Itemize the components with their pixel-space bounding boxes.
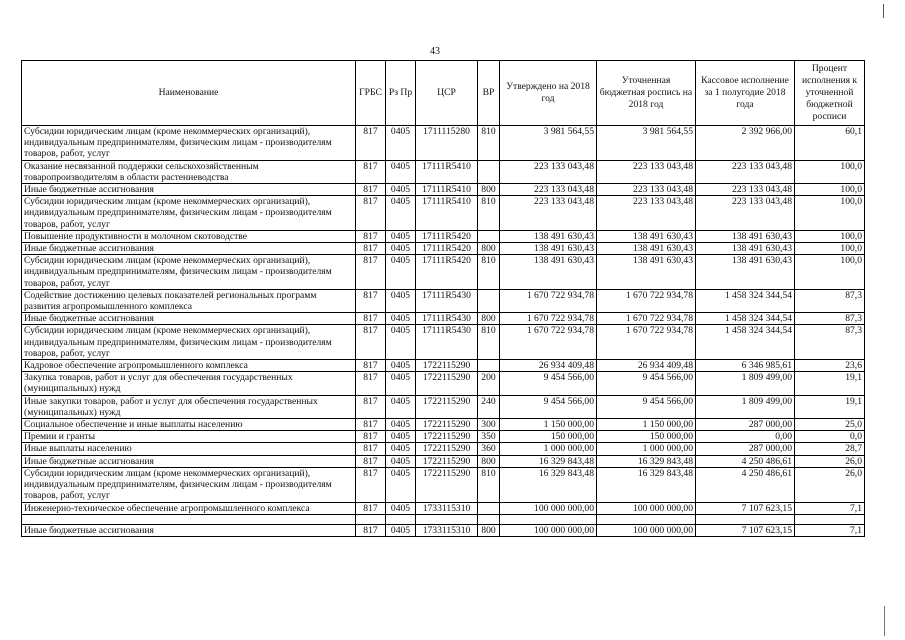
row-percent: 7,1 xyxy=(795,524,865,536)
row-percent: 26,0 xyxy=(795,467,865,502)
row-vr: 240 xyxy=(478,395,500,418)
row-grbs: 817 xyxy=(356,313,386,325)
row-name: Иные бюджетные ассигнования xyxy=(22,455,356,467)
row-grbs: 817 xyxy=(356,243,386,255)
row-refined: 9 454 566,00 xyxy=(597,372,696,395)
header-cash: Кассовое исполнение за 1 полугодие 2018 года xyxy=(696,61,795,126)
row-csr: 17111R5420 xyxy=(416,255,478,290)
row-csr: 17111R5410 xyxy=(416,160,478,183)
table-row xyxy=(22,313,865,325)
table-row xyxy=(22,160,865,183)
row-percent: 28,7 xyxy=(795,443,865,455)
row-csr: 1722115290 xyxy=(416,431,478,443)
spacer-cell xyxy=(478,514,500,524)
row-cash: 1 809 499,00 xyxy=(696,395,795,418)
row-rzpr: 0405 xyxy=(386,243,416,255)
row-refined: 138 491 630,43 xyxy=(597,255,696,290)
row-percent: 100,0 xyxy=(795,255,865,290)
row-csr: 17111R5420 xyxy=(416,243,478,255)
table-row xyxy=(22,467,865,502)
row-approved: 9 454 566,00 xyxy=(500,395,597,418)
row-csr: 17111R5430 xyxy=(416,325,478,360)
table-row xyxy=(22,455,865,467)
row-percent: 7,1 xyxy=(795,502,865,514)
row-refined: 100 000 000,00 xyxy=(597,502,696,514)
row-rzpr: 0405 xyxy=(386,372,416,395)
row-cash: 223 133 043,48 xyxy=(696,184,795,196)
row-vr xyxy=(478,360,500,372)
row-approved: 1 150 000,00 xyxy=(500,419,597,431)
row-cash: 1 458 324 344,54 xyxy=(696,325,795,360)
row-refined: 16 329 843,48 xyxy=(597,467,696,502)
row-refined: 1 000 000,00 xyxy=(597,443,696,455)
header-grbs: ГРБС xyxy=(356,61,386,126)
row-refined: 150 000,00 xyxy=(597,431,696,443)
row-approved: 138 491 630,43 xyxy=(500,243,597,255)
table-row xyxy=(22,372,865,395)
row-vr: 810 xyxy=(478,325,500,360)
table-row xyxy=(22,502,865,514)
row-refined: 223 133 043,48 xyxy=(597,196,696,231)
spacer-cell xyxy=(386,514,416,524)
row-approved: 16 329 843,48 xyxy=(500,467,597,502)
row-grbs: 817 xyxy=(356,196,386,231)
scan-mark-top xyxy=(883,4,884,18)
row-vr xyxy=(478,160,500,183)
row-approved: 3 981 564,55 xyxy=(500,126,597,161)
row-name: Субсидии юридическим лицам (кроме некоммерческих организаций), индивидуальным предпринимателям, физическим лицам - производителям товаров, работ, услуг xyxy=(22,126,356,161)
table-row xyxy=(22,289,865,312)
row-csr: 1733115310 xyxy=(416,502,478,514)
row-vr: 810 xyxy=(478,196,500,231)
row-cash: 223 133 043,48 xyxy=(696,160,795,183)
row-name: Кадровое обеспечение агропромышленного комплекса xyxy=(22,360,356,372)
row-grbs: 817 xyxy=(356,467,386,502)
row-name: Субсидии юридическим лицам (кроме некоммерческих организаций), индивидуальным предпринимателям, физическим лицам - производителям товаров, работ, услуг xyxy=(22,325,356,360)
row-percent: 60,1 xyxy=(795,126,865,161)
spacer-cell xyxy=(795,514,865,524)
row-percent: 19,1 xyxy=(795,395,865,418)
spacer-cell xyxy=(500,514,597,524)
row-rzpr: 0405 xyxy=(386,325,416,360)
row-vr: 800 xyxy=(478,524,500,536)
row-percent: 87,3 xyxy=(795,289,865,312)
row-percent: 100,0 xyxy=(795,196,865,231)
spacer-cell xyxy=(22,514,356,524)
row-vr: 800 xyxy=(478,313,500,325)
row-rzpr: 0405 xyxy=(386,467,416,502)
row-rzpr: 0405 xyxy=(386,289,416,312)
row-rzpr: 0405 xyxy=(386,126,416,161)
row-vr: 350 xyxy=(478,431,500,443)
row-name: Субсидии юридическим лицам (кроме некоммерческих организаций), индивидуальным предпринимателям, физическим лицам - производителям товаров, работ, услуг xyxy=(22,255,356,290)
row-csr: 1733115310 xyxy=(416,524,478,536)
row-vr xyxy=(478,230,500,242)
row-vr xyxy=(478,289,500,312)
row-name: Иные бюджетные ассигнования xyxy=(22,243,356,255)
table-row xyxy=(22,230,865,242)
table-row xyxy=(22,431,865,443)
row-rzpr: 0405 xyxy=(386,419,416,431)
row-vr xyxy=(478,502,500,514)
row-csr: 1722115290 xyxy=(416,372,478,395)
header-vr: ВР xyxy=(478,61,500,126)
row-grbs: 817 xyxy=(356,455,386,467)
row-rzpr: 0405 xyxy=(386,313,416,325)
row-approved: 16 329 843,48 xyxy=(500,455,597,467)
row-approved: 223 133 043,48 xyxy=(500,184,597,196)
row-rzpr: 0405 xyxy=(386,502,416,514)
page-number: 43 xyxy=(430,46,440,57)
row-name: Инженерно-техническое обеспечение агропромышленного комплекса xyxy=(22,502,356,514)
row-approved: 150 000,00 xyxy=(500,431,597,443)
row-refined: 26 934 409,48 xyxy=(597,360,696,372)
table-row xyxy=(22,243,865,255)
row-cash: 138 491 630,43 xyxy=(696,243,795,255)
row-percent: 100,0 xyxy=(795,243,865,255)
row-cash: 7 107 623,15 xyxy=(696,524,795,536)
row-grbs: 817 xyxy=(356,160,386,183)
row-vr: 800 xyxy=(478,243,500,255)
table-row xyxy=(22,395,865,418)
row-refined: 1 670 722 934,78 xyxy=(597,313,696,325)
row-refined: 223 133 043,48 xyxy=(597,160,696,183)
row-grbs: 817 xyxy=(356,372,386,395)
spacer-cell xyxy=(597,514,696,524)
table-row xyxy=(22,255,865,290)
row-rzpr: 0405 xyxy=(386,360,416,372)
scan-mark-bottom xyxy=(884,606,885,636)
row-grbs: 817 xyxy=(356,395,386,418)
row-csr: 1722115290 xyxy=(416,443,478,455)
spacer-cell xyxy=(356,514,386,524)
table-header-row xyxy=(22,61,865,126)
row-grbs: 817 xyxy=(356,325,386,360)
row-rzpr: 0405 xyxy=(386,255,416,290)
row-grbs: 817 xyxy=(356,184,386,196)
row-csr: 1722115290 xyxy=(416,360,478,372)
row-csr: 17111R5420 xyxy=(416,230,478,242)
row-cash: 287 000,00 xyxy=(696,443,795,455)
row-cash: 7 107 623,15 xyxy=(696,502,795,514)
row-name: Субсидии юридическим лицам (кроме некоммерческих организаций), индивидуальным предпринимателям, физическим лицам - производителям товаров, работ, услуг xyxy=(22,467,356,502)
row-name: Оказание несвязанной поддержки сельскохозяйственным товаропроизводителям в области растениеводства xyxy=(22,160,356,183)
row-rzpr: 0405 xyxy=(386,443,416,455)
row-refined: 100 000 000,00 xyxy=(597,524,696,536)
row-csr: 1722115290 xyxy=(416,395,478,418)
row-percent: 0,0 xyxy=(795,431,865,443)
row-grbs: 817 xyxy=(356,360,386,372)
table-row xyxy=(22,360,865,372)
row-name: Премии и гранты xyxy=(22,431,356,443)
table-row xyxy=(22,184,865,196)
table-row xyxy=(22,419,865,431)
row-percent: 26,0 xyxy=(795,455,865,467)
row-csr: 17111R5430 xyxy=(416,313,478,325)
row-refined: 9 454 566,00 xyxy=(597,395,696,418)
row-csr: 1722115290 xyxy=(416,467,478,502)
row-rzpr: 0405 xyxy=(386,455,416,467)
row-grbs: 817 xyxy=(356,289,386,312)
table-row xyxy=(22,524,865,536)
header-refined: Уточненная бюджетная роспись на 2018 год xyxy=(597,61,696,126)
row-vr: 810 xyxy=(478,467,500,502)
row-refined: 138 491 630,43 xyxy=(597,243,696,255)
row-csr: 1711115280 xyxy=(416,126,478,161)
spacer-cell xyxy=(696,514,795,524)
row-csr: 17111R5410 xyxy=(416,196,478,231)
row-refined: 1 670 722 934,78 xyxy=(597,289,696,312)
row-cash: 287 000,00 xyxy=(696,419,795,431)
row-cash: 138 491 630,43 xyxy=(696,230,795,242)
row-percent: 100,0 xyxy=(795,160,865,183)
row-rzpr: 0405 xyxy=(386,395,416,418)
row-name: Социальное обеспечение и иные выплаты населению xyxy=(22,419,356,431)
row-refined: 1 150 000,00 xyxy=(597,419,696,431)
row-cash: 6 346 985,61 xyxy=(696,360,795,372)
row-rzpr: 0405 xyxy=(386,196,416,231)
row-vr: 810 xyxy=(478,255,500,290)
row-name: Иные выплаты населению xyxy=(22,443,356,455)
row-refined: 138 491 630,43 xyxy=(597,230,696,242)
row-approved: 138 491 630,43 xyxy=(500,230,597,242)
table-row xyxy=(22,443,865,455)
row-rzpr: 0405 xyxy=(386,184,416,196)
row-grbs: 817 xyxy=(356,230,386,242)
row-name: Иные бюджетные ассигнования xyxy=(22,184,356,196)
row-approved: 100 000 000,00 xyxy=(500,502,597,514)
row-vr: 800 xyxy=(478,455,500,467)
row-percent: 19,1 xyxy=(795,372,865,395)
row-refined: 1 670 722 934,78 xyxy=(597,325,696,360)
spacer-cell xyxy=(416,514,478,524)
row-vr: 800 xyxy=(478,184,500,196)
row-csr: 1722115290 xyxy=(416,455,478,467)
row-vr: 200 xyxy=(478,372,500,395)
table-row xyxy=(22,196,865,231)
table-body xyxy=(22,126,865,537)
row-percent: 100,0 xyxy=(795,184,865,196)
row-vr: 810 xyxy=(478,126,500,161)
row-approved: 100 000 000,00 xyxy=(500,524,597,536)
row-grbs: 817 xyxy=(356,524,386,536)
row-cash: 223 133 043,48 xyxy=(696,196,795,231)
row-rzpr: 0405 xyxy=(386,230,416,242)
row-name: Иные бюджетные ассигнования xyxy=(22,524,356,536)
row-refined: 3 981 564,55 xyxy=(597,126,696,161)
row-percent: 23,6 xyxy=(795,360,865,372)
table-row xyxy=(22,325,865,360)
row-rzpr: 0405 xyxy=(386,524,416,536)
row-grbs: 817 xyxy=(356,502,386,514)
row-rzpr: 0405 xyxy=(386,431,416,443)
row-name: Иные бюджетные ассигнования xyxy=(22,313,356,325)
row-refined: 16 329 843,48 xyxy=(597,455,696,467)
row-grbs: 817 xyxy=(356,255,386,290)
row-cash: 1 458 324 344,54 xyxy=(696,313,795,325)
row-percent: 87,3 xyxy=(795,325,865,360)
row-vr: 360 xyxy=(478,443,500,455)
row-percent: 25,0 xyxy=(795,419,865,431)
budget-execution-table xyxy=(21,60,865,537)
header-name: Наименование xyxy=(22,61,356,126)
row-name: Повышение продуктивности в молочном скотоводстве xyxy=(22,230,356,242)
row-approved: 138 491 630,43 xyxy=(500,255,597,290)
row-cash: 2 392 966,00 xyxy=(696,126,795,161)
row-grbs: 817 xyxy=(356,419,386,431)
row-csr: 17111R5430 xyxy=(416,289,478,312)
row-approved: 1 670 722 934,78 xyxy=(500,289,597,312)
row-name: Иные закупки товаров, работ и услуг для обеспечения государственных (муниципальных) нужд xyxy=(22,395,356,418)
row-vr: 300 xyxy=(478,419,500,431)
row-approved: 1 000 000,00 xyxy=(500,443,597,455)
row-name: Содействие достижению целевых показателей региональных программ развития агропромышленного комплекса xyxy=(22,289,356,312)
header-rzpr: Рз Пр xyxy=(386,61,416,126)
row-csr: 17111R5410 xyxy=(416,184,478,196)
row-approved: 223 133 043,48 xyxy=(500,160,597,183)
row-cash: 4 250 486,61 xyxy=(696,467,795,502)
header-percent: Процент исполнения к уточненной бюджетной росписи xyxy=(795,61,865,126)
row-grbs: 817 xyxy=(356,431,386,443)
row-approved: 9 454 566,00 xyxy=(500,372,597,395)
spacer-row xyxy=(22,514,865,524)
row-approved: 1 670 722 934,78 xyxy=(500,325,597,360)
row-cash: 0,00 xyxy=(696,431,795,443)
header-csr: ЦСР xyxy=(416,61,478,126)
row-grbs: 817 xyxy=(356,126,386,161)
row-percent: 100,0 xyxy=(795,230,865,242)
row-cash: 1 458 324 344,54 xyxy=(696,289,795,312)
row-refined: 223 133 043,48 xyxy=(597,184,696,196)
row-approved: 223 133 043,48 xyxy=(500,196,597,231)
row-cash: 138 491 630,43 xyxy=(696,255,795,290)
row-grbs: 817 xyxy=(356,443,386,455)
table-row xyxy=(22,126,865,161)
row-cash: 4 250 486,61 xyxy=(696,455,795,467)
row-percent: 87,3 xyxy=(795,313,865,325)
header-approved: Утверждено на 2018 год xyxy=(500,61,597,126)
row-cash: 1 809 499,00 xyxy=(696,372,795,395)
row-name: Субсидии юридическим лицам (кроме некоммерческих организаций), индивидуальным предпринимателям, физическим лицам - производителям товаров, работ, услуг xyxy=(22,196,356,231)
row-csr: 1722115290 xyxy=(416,419,478,431)
row-rzpr: 0405 xyxy=(386,160,416,183)
row-approved: 1 670 722 934,78 xyxy=(500,313,597,325)
row-name: Закупка товаров, работ и услуг для обеспечения государственных (муниципальных) нужд xyxy=(22,372,356,395)
row-approved: 26 934 409,48 xyxy=(500,360,597,372)
